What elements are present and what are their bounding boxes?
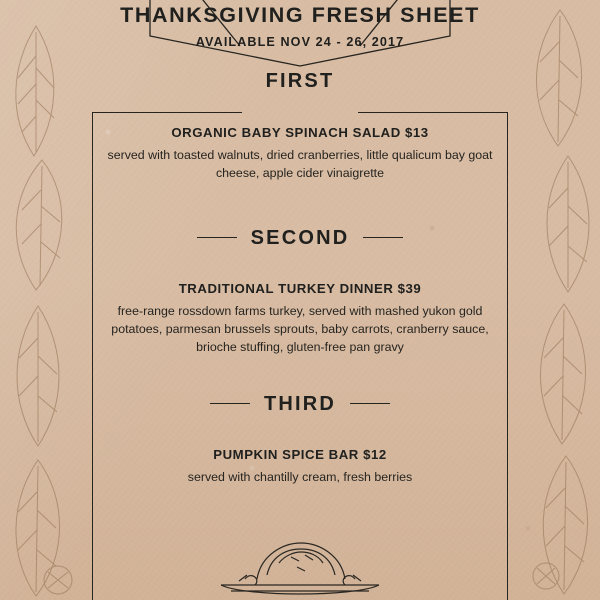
course-name: THIRD	[263, 392, 337, 415]
dish-description: served with chantilly cream, fresh berries	[187, 469, 413, 484]
course-rule-right	[363, 237, 403, 238]
course-third	[100, 393, 500, 487]
course-rule-right	[350, 403, 390, 404]
course-heading	[100, 70, 500, 92]
dish-description: served with toasted walnuts, dried cranberries, little qualicum bay goat cheese, apple cider vinaigrette	[107, 147, 493, 180]
availability-dates: AVAILABLE NOV 24 - 26, 2017	[195, 34, 405, 49]
dish-name: TRADITIONAL TURKEY DINNER $39	[178, 280, 422, 296]
course-rule-left	[210, 403, 250, 404]
course-rule-left	[197, 237, 237, 238]
roast-turkey-platter-icon	[205, 535, 395, 600]
dish-name: ORGANIC BABY SPINACH SALAD $13	[171, 124, 429, 140]
course-name: SECOND	[250, 226, 350, 249]
page-title: THANKSGIVING FRESH SHEET	[120, 3, 480, 27]
course-heading	[100, 227, 500, 249]
course-second	[100, 227, 500, 357]
dish-description: free-range rossdown farms turkey, served with mashed yukon gold potatoes, parmesan brussels sprouts, baby carrots, cranberry sauce, brioche stuffing, gluten-free pan gravy	[111, 303, 489, 354]
menu-header	[0, 0, 600, 49]
menu-content	[0, 70, 600, 487]
course-name: FIRST	[265, 69, 335, 92]
dish-name: PUMPKIN SPICE BAR $12	[213, 446, 387, 462]
course-first	[100, 70, 500, 183]
course-heading	[100, 393, 500, 415]
